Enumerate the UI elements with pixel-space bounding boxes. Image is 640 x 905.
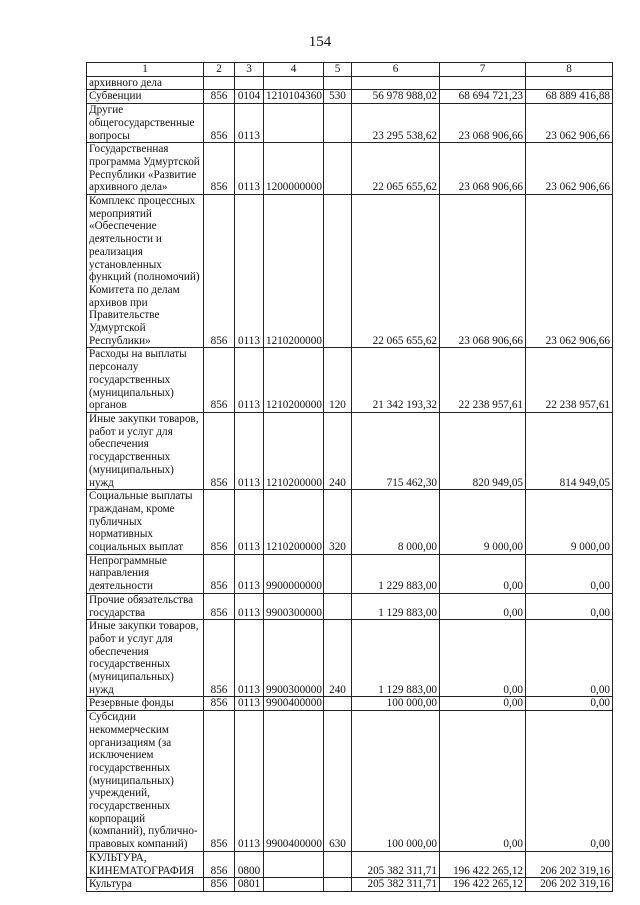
table-row — [87, 76, 613, 90]
budget-table — [86, 62, 613, 892]
table-row — [87, 697, 613, 711]
target-article-cell — [264, 878, 324, 892]
expense-type-cell — [324, 195, 352, 348]
table-row — [87, 620, 613, 697]
amount-col6-cell: 1 129 883,00 — [352, 620, 440, 697]
row-name-cell: КУЛЬТУРА, КИНЕМАТОГРАФИЯ — [87, 851, 204, 877]
ministry-code-cell: 856 — [204, 554, 235, 593]
header-cell-7: 7 — [440, 63, 526, 77]
table-row — [87, 143, 613, 195]
row-name-cell: Прочие обязательства государства — [87, 593, 204, 619]
amount-col6-cell: 22 065 655,62 — [352, 195, 440, 348]
amount-col7-cell: 23 068 906,66 — [440, 143, 526, 195]
target-article-cell — [264, 104, 324, 143]
section-code-cell: 0104 — [235, 90, 264, 104]
expense-type-cell — [324, 851, 352, 877]
target-article-cell — [264, 76, 324, 90]
target-article-cell: 9900000000 — [264, 554, 324, 593]
header-cell-8: 8 — [526, 63, 613, 77]
expense-type-cell: 320 — [324, 490, 352, 555]
ministry-code-cell: 856 — [204, 195, 235, 348]
target-article-cell: 1200000000 — [264, 143, 324, 195]
amount-col7-cell: 9 000,00 — [440, 490, 526, 555]
amount-col6-cell: 1 229 883,00 — [352, 554, 440, 593]
page-number: 154 — [308, 34, 332, 50]
ministry-code-cell — [204, 76, 235, 90]
table-row — [87, 104, 613, 143]
header-row — [87, 63, 613, 77]
amount-col6-cell: 205 382 311,71 — [352, 851, 440, 877]
amount-col7-cell: 196 422 265,12 — [440, 878, 526, 892]
amount-col6-cell: 205 382 311,71 — [352, 878, 440, 892]
row-name-cell: Социальные выплаты гражданам, кроме публичных нормативных социальных выплат — [87, 490, 204, 555]
header-cell-3: 3 — [235, 63, 264, 77]
row-name-cell: Культура — [87, 878, 204, 892]
header-cell-5: 5 — [324, 63, 352, 77]
section-code-cell: 0113 — [235, 143, 264, 195]
section-code-cell: 0113 — [235, 554, 264, 593]
ministry-code-cell: 856 — [204, 490, 235, 555]
target-article-cell: 1210104360 — [264, 90, 324, 104]
table-row — [87, 348, 613, 413]
amount-col6-cell: 56 978 988,02 — [352, 90, 440, 104]
amount-col6-cell: 100 000,00 — [352, 711, 440, 852]
table-row — [87, 878, 613, 892]
table-row — [87, 593, 613, 619]
amount-col8-cell: 23 062 906,66 — [526, 143, 613, 195]
expense-type-cell — [324, 697, 352, 711]
row-name-cell: Иные закупки товаров, работ и услуг для обеспечения государственных (муниципальных) нужд — [87, 620, 204, 697]
row-name-cell: Субвенции — [87, 90, 204, 104]
row-name-cell: Другие общегосударственные вопросы — [87, 104, 204, 143]
header-cell-1: 1 — [87, 63, 204, 77]
amount-col7-cell: 23 068 906,66 — [440, 104, 526, 143]
section-code-cell: 0113 — [235, 490, 264, 555]
amount-col7-cell: 196 422 265,12 — [440, 851, 526, 877]
target-article-cell: 1210200000 — [264, 195, 324, 348]
table-row — [87, 711, 613, 852]
expense-type-cell: 120 — [324, 348, 352, 413]
amount-col6-cell: 1 129 883,00 — [352, 593, 440, 619]
ministry-code-cell: 856 — [204, 90, 235, 104]
amount-col8-cell: 0,00 — [526, 711, 613, 852]
amount-col7-cell: 0,00 — [440, 620, 526, 697]
section-code-cell: 0113 — [235, 412, 264, 489]
table-row — [87, 851, 613, 877]
target-article-cell — [264, 851, 324, 877]
row-name-cell: архивного дела — [87, 76, 204, 90]
target-article-cell: 9900300000 — [264, 620, 324, 697]
row-name-cell: Государственная программа Удмуртской Республики «Развитие архивного дела» — [87, 143, 204, 195]
amount-col7-cell: 0,00 — [440, 554, 526, 593]
expense-type-cell — [324, 593, 352, 619]
row-name-cell: Расходы на выплаты персоналу государственных (муниципальных) органов — [87, 348, 204, 413]
section-code-cell: 0113 — [235, 195, 264, 348]
expense-type-cell — [324, 76, 352, 90]
amount-col6-cell: 715 462,30 — [352, 412, 440, 489]
section-code-cell: 0113 — [235, 620, 264, 697]
amount-col8-cell: 0,00 — [526, 593, 613, 619]
table-row — [87, 554, 613, 593]
row-name-cell: Резервные фонды — [87, 697, 204, 711]
table-row — [87, 195, 613, 348]
section-code-cell: 0113 — [235, 593, 264, 619]
row-name-cell: Иные закупки товаров, работ и услуг для обеспечения государственных (муниципальных) нужд — [87, 412, 204, 489]
target-article-cell: 9900400000 — [264, 697, 324, 711]
amount-col7-cell: 0,00 — [440, 697, 526, 711]
section-code-cell: 0113 — [235, 697, 264, 711]
section-code-cell: 0800 — [235, 851, 264, 877]
row-name-cell: Комплекс процессных мероприятий «Обеспечение деятельности и реализация установленных функций (полномочий) Комитета по делам архивов при Правительстве Удмуртской Республики» — [87, 195, 204, 348]
target-article-cell: 9900300000 — [264, 593, 324, 619]
ministry-code-cell: 856 — [204, 851, 235, 877]
amount-col8-cell — [526, 76, 613, 90]
expense-type-cell: 240 — [324, 620, 352, 697]
expense-type-cell: 240 — [324, 412, 352, 489]
ministry-code-cell: 856 — [204, 412, 235, 489]
row-name-cell: Непрограммные направления деятельности — [87, 554, 204, 593]
amount-col7-cell — [440, 76, 526, 90]
amount-col8-cell: 0,00 — [526, 554, 613, 593]
ministry-code-cell: 856 — [204, 620, 235, 697]
section-code-cell: 0113 — [235, 104, 264, 143]
amount-col8-cell: 23 062 906,66 — [526, 104, 613, 143]
expense-type-cell — [324, 143, 352, 195]
amount-col6-cell: 100 000,00 — [352, 697, 440, 711]
ministry-code-cell: 856 — [204, 104, 235, 143]
row-name-cell: Субсидии некоммерческим организациям (за исключением государственных (муниципальных) учреждений, государственных корпораций (компаний), публично-правовых компаний) — [87, 711, 204, 852]
target-article-cell: 1210200000 — [264, 348, 324, 413]
amount-col7-cell: 68 694 721,23 — [440, 90, 526, 104]
header-cell-2: 2 — [204, 63, 235, 77]
ministry-code-cell: 856 — [204, 593, 235, 619]
amount-col6-cell: 23 295 538,62 — [352, 104, 440, 143]
amount-col7-cell: 23 068 906,66 — [440, 195, 526, 348]
header-cell-4: 4 — [264, 63, 324, 77]
amount-col8-cell: 206 202 319,16 — [526, 851, 613, 877]
target-article-cell: 1210200000 — [264, 490, 324, 555]
ministry-code-cell: 856 — [204, 697, 235, 711]
amount-col8-cell: 22 238 957,61 — [526, 348, 613, 413]
amount-col6-cell: 22 065 655,62 — [352, 143, 440, 195]
table-row — [87, 90, 613, 104]
target-article-cell: 1210200000 — [264, 412, 324, 489]
section-code-cell — [235, 76, 264, 90]
expense-type-cell — [324, 554, 352, 593]
expense-type-cell: 530 — [324, 90, 352, 104]
ministry-code-cell: 856 — [204, 711, 235, 852]
header-cell-6: 6 — [352, 63, 440, 77]
amount-col6-cell: 21 342 193,32 — [352, 348, 440, 413]
amount-col7-cell: 22 238 957,61 — [440, 348, 526, 413]
amount-col7-cell: 0,00 — [440, 711, 526, 852]
section-code-cell: 0113 — [235, 348, 264, 413]
amount-col6-cell — [352, 76, 440, 90]
section-code-cell: 0113 — [235, 711, 264, 852]
amount-col8-cell: 23 062 906,66 — [526, 195, 613, 348]
amount-col8-cell: 68 889 416,88 — [526, 90, 613, 104]
amount-col8-cell: 0,00 — [526, 697, 613, 711]
target-article-cell: 9900400000 — [264, 711, 324, 852]
amount-col8-cell: 814 949,05 — [526, 412, 613, 489]
ministry-code-cell: 856 — [204, 143, 235, 195]
ministry-code-cell: 856 — [204, 878, 235, 892]
amount-col8-cell: 9 000,00 — [526, 490, 613, 555]
expense-type-cell — [324, 104, 352, 143]
section-code-cell: 0801 — [235, 878, 264, 892]
amount-col6-cell: 8 000,00 — [352, 490, 440, 555]
amount-col8-cell: 0,00 — [526, 620, 613, 697]
ministry-code-cell: 856 — [204, 348, 235, 413]
table-row — [87, 490, 613, 555]
expense-type-cell — [324, 878, 352, 892]
amount-col8-cell: 206 202 319,16 — [526, 878, 613, 892]
amount-col7-cell: 0,00 — [440, 593, 526, 619]
expense-type-cell: 630 — [324, 711, 352, 852]
amount-col7-cell: 820 949,05 — [440, 412, 526, 489]
table-row — [87, 412, 613, 489]
